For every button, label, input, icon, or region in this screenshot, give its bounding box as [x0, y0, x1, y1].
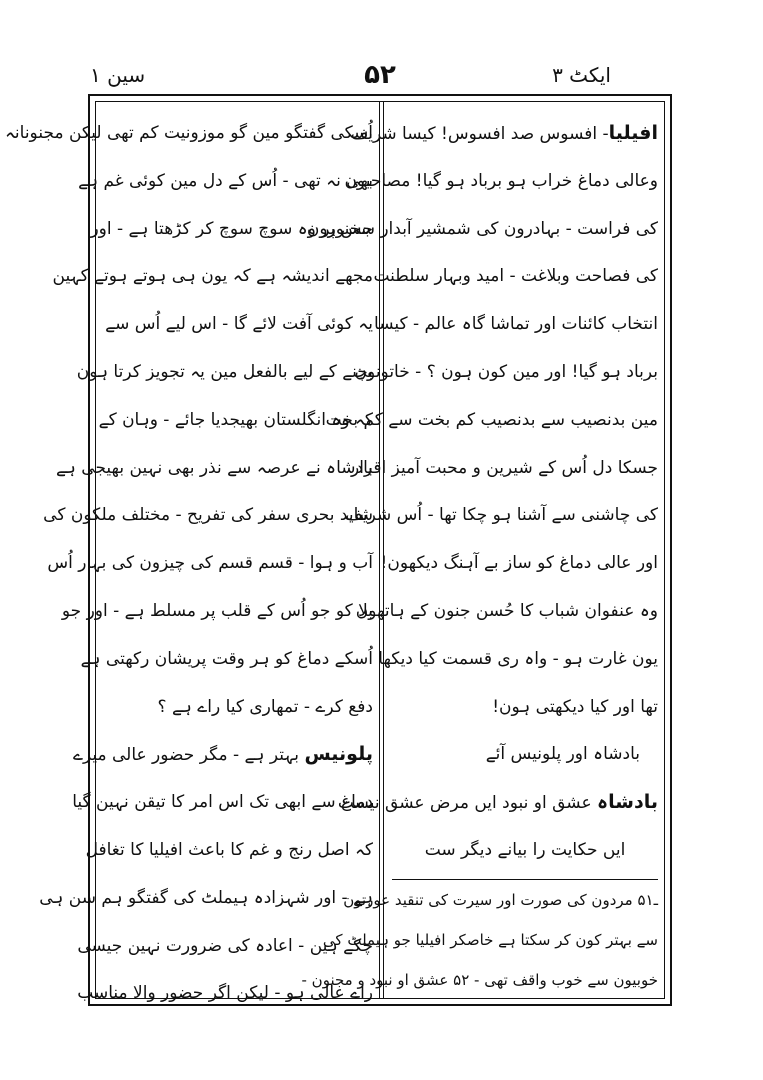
text-line: کی فراست - بہادرون کی شمشیر آبدار سخنورون — [306, 218, 658, 239]
text-line: مجھے اندیشہ ہے کہ یون ہی ہوتے ہوتے کہین — [52, 266, 373, 287]
left-column — [4, 110, 373, 1018]
text-line: بھی نہ تھی - اُس کے دل مین کوئی غم ہے — [78, 170, 373, 191]
text-line: کہ وہ انگلستان بھیجدیا جائے - وہان کے — [98, 409, 373, 430]
text-line: دماغ سے ابھی تک اس امر کا تیقن نہین گیا — [72, 792, 373, 813]
persian-verse: ایں حکایت را بیانے دیگر ست — [424, 839, 626, 860]
speaker-name: پلونیس — [304, 743, 373, 766]
dialogue-text: بہتر ہے - مگر حضور عالی میرے — [72, 745, 300, 766]
text-line: کی فصاحت وبلاغت - امید وبہار سلطنت — [373, 266, 658, 287]
speaker-name: افیلیا — [608, 122, 658, 144]
text-line: بچنے کے لیے بالفعل مین یہ تجویز کرتا ہون — [76, 361, 373, 382]
text-line: وعالی دماغ خراب ہو برباد ہو گیا! مصاحبون — [344, 170, 658, 191]
text-line: دفع کرے - تمھاری کیا راے ہے ؟ — [157, 696, 373, 717]
page-number: ۵۲ — [364, 60, 396, 90]
dialogue-text: عشق او نبود ایں مرض عشق نیست — [337, 793, 592, 814]
text-line: برباد ہو گیا! اور مین کون ہون ؟ - خاتونون — [354, 361, 658, 382]
text-line: تھا اور کیا دیکھتی ہون! — [492, 696, 658, 717]
right-column — [301, 110, 658, 1000]
dialogue-text: - افسوس صد افسوس! کیسا شریف — [350, 124, 609, 144]
footnote-line: سے بہتر کون کر سکتا ہے خاصکر افیلیا جو ہیملٹ کی — [322, 930, 658, 949]
footnote-line: خوبیون سے خوب واقف تھی - ۵۲ عشق او نبود و مجنون - — [301, 970, 658, 989]
text-line: بادشاہ نے عرصہ سے نذر بھی نہین بھیجی ہے — [55, 457, 373, 478]
text-line: چکے ہین - اعادہ کی ضرورت نہین جیسی — [77, 935, 373, 956]
text-line: جسکا دل اُس کے شیرین و محبت آمیز اقرار — [351, 457, 658, 478]
stage-direction: بادشاہ اور پلونیس آئے — [485, 744, 640, 765]
text-line — [72, 731, 373, 779]
text-line: کی چاشنی سے آشنا ہو چکا تھا - اُس شریف — [345, 505, 658, 526]
act-label: ایکٹ ۳ — [552, 63, 611, 87]
text-line: اُسکی گفتگو مین گو موزونیت کم تھی لیکن مجنونانہ — [4, 123, 373, 143]
text-line: وہ عنفوان شباب کا حُسن جنون کے ہاتھون — [355, 600, 658, 621]
text-line: یہ کوئی آفت لائے گا - اس لیے اُس سے — [105, 314, 373, 335]
speaker-name: بادشاہ — [597, 791, 658, 814]
footnote-line: ـ۵۱ مردون کی صورت اور سیرت کی تنقید عورتون — [343, 890, 658, 909]
text-line — [350, 110, 658, 158]
text-line: اور عالی دماغ کو ساز بے آہنگ دیکھون! — [380, 553, 658, 574]
text-line: ہے - اور شہزادہ ہیملٹ کی گفتگو ہم سن ہی — [39, 887, 373, 908]
text-line: مین بدنصیب سے بدنصیب کم بخت سے کم بخت — [325, 409, 658, 430]
text-line: انتخاب کائنات اور تماشا گاہ عالم - کیسا — [374, 314, 658, 335]
text-line — [337, 779, 658, 827]
text-line: یون غارت ہو - واہ ری قسمت کیا دیکھا — [378, 648, 658, 669]
text-line: کہ اصل رنج و غم کا باعث افیلیا کا تغافل — [85, 839, 373, 860]
text-line: راے عالی ہو - لیکن اگر حضور والا مناسب — [77, 983, 373, 1004]
text-line: جس پر وہ سوچ سوچ کر کڑھتا ہے - اور — [90, 218, 373, 239]
text-line: بلا کو جو اُس کے قلب پر مسلط ہے - اور جو — [61, 600, 373, 621]
scene-label: سین ۱ — [90, 63, 146, 87]
text-line: اُسکے دماغ کو ہر وقت پریشان رکھتی ہے — [80, 648, 373, 669]
text-line: آب و ہوا - قسم قسم کی چیزون کی بہار اُس — [47, 553, 373, 574]
text-line: شاید بحری سفر کی تفریح - مختلف ملکون کی — [43, 505, 373, 526]
